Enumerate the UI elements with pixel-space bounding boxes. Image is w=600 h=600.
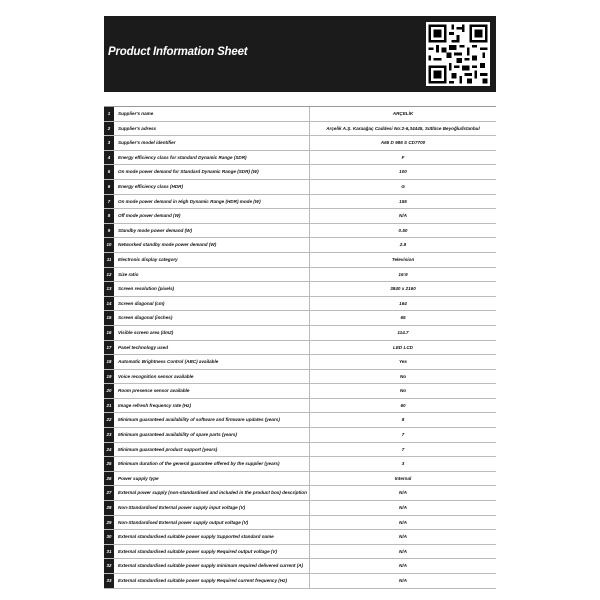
row-value: 7	[401, 446, 405, 452]
table-row	[104, 341, 496, 356]
row-value: 155	[399, 198, 407, 204]
row-number: 29	[104, 516, 114, 530]
row-label: Energy efficiency class (HDR)	[114, 180, 310, 194]
row-value: N/A	[399, 519, 407, 525]
row-number: 25	[104, 457, 114, 471]
table-row	[104, 428, 496, 443]
row-number: 11	[104, 253, 114, 267]
table-row	[104, 559, 496, 574]
row-value: No	[399, 388, 407, 394]
table-row	[104, 238, 496, 253]
table-row	[104, 195, 496, 210]
row-value: 16:9	[398, 271, 408, 277]
row-label: Minimum guaranteed product support (years)	[114, 443, 310, 457]
row-label: External power supply (non-standardised and included in the product box) description	[114, 486, 310, 500]
table-row	[104, 530, 496, 545]
row-label: Non-Standardised External power supply output voltage (V)	[114, 516, 310, 530]
row-label: Image refresh frequency rate (Hz)	[114, 399, 310, 413]
table-row	[104, 516, 496, 531]
row-number: 20	[104, 384, 114, 398]
row-number: 28	[104, 501, 114, 515]
row-number: 33	[104, 574, 114, 588]
row-number: 16	[104, 326, 114, 340]
row-label: External standardised suitable power supply Required output voltage (V)	[114, 545, 310, 559]
row-value: 114.7	[397, 329, 409, 335]
row-number: 4	[104, 151, 114, 165]
table-row	[104, 545, 496, 560]
table-row	[104, 136, 496, 151]
table-row	[104, 209, 496, 224]
table-row	[104, 486, 496, 501]
row-value: 8	[401, 417, 405, 423]
table-row	[104, 165, 496, 180]
row-value: N/A	[399, 534, 407, 540]
row-value: N/A	[399, 578, 407, 583]
row-number: 7	[104, 195, 114, 209]
row-label: Energy efficiency class for standard Dynamic Range (SDR)	[114, 151, 310, 165]
row-value: 3840 x 2160	[390, 286, 416, 292]
row-label: Visible screen area (dm2)	[114, 326, 310, 340]
row-value: Arçelik A.Ş. Karaağaç Caddesi No:2-6,34445, Sütlüce Beyoğlu/İstanbul	[326, 125, 480, 131]
row-number: 10	[104, 238, 114, 252]
table-row	[104, 472, 496, 487]
row-label: Standby mode power demand (W)	[114, 224, 310, 238]
row-label: Screen diagonal (inches)	[114, 311, 310, 325]
row-value: 60	[400, 402, 406, 408]
row-value: G	[401, 183, 405, 189]
row-value: 3	[401, 461, 405, 467]
row-label: Voice recognition sensor available	[114, 370, 310, 384]
row-label: Screen resolution (pixels)	[114, 282, 310, 296]
row-number: 5	[104, 165, 114, 179]
row-value: Internal	[394, 475, 412, 481]
row-value: LED LCD	[393, 344, 413, 350]
row-value: ARÇELİK	[392, 111, 414, 116]
table-row	[104, 370, 496, 385]
row-value: N/A	[399, 505, 407, 511]
row-value: 100	[399, 169, 407, 175]
sheet-header	[104, 16, 496, 92]
row-label: Minimum guaranteed availability of software and firmware updates (years)	[114, 413, 310, 427]
row-label: Panel technology used	[114, 341, 310, 355]
table-row	[104, 399, 496, 414]
row-label: Off mode power demand (W)	[114, 209, 310, 223]
table-row	[104, 253, 496, 268]
row-value: 65	[400, 315, 406, 321]
row-number: 30	[104, 530, 114, 544]
row-value: N/A	[399, 213, 407, 219]
row-value: Television	[391, 256, 415, 262]
table-row	[104, 268, 496, 283]
table-row	[104, 443, 496, 458]
row-number: 8	[104, 209, 114, 223]
table-row	[104, 413, 496, 428]
table-row	[104, 224, 496, 239]
row-label: Size ratio	[114, 268, 310, 282]
row-number: 27	[104, 486, 114, 500]
table-row	[104, 355, 496, 370]
table-row	[104, 107, 496, 122]
row-number: 12	[104, 268, 114, 282]
row-value: 164	[399, 300, 407, 306]
row-number: 22	[104, 413, 114, 427]
table-row	[104, 297, 496, 312]
row-label: Networked standby mode power demand (W)	[114, 238, 310, 252]
row-label: Room presence sensor available	[114, 384, 310, 398]
row-number: 23	[104, 428, 114, 442]
row-number: 9	[104, 224, 114, 238]
row-number: 21	[104, 399, 114, 413]
row-number: 24	[104, 443, 114, 457]
product-info-table	[104, 106, 496, 589]
row-number: 17	[104, 341, 114, 355]
row-number: 15	[104, 311, 114, 325]
row-value: 7	[401, 432, 405, 438]
row-label: External standardised suitable power supply Required current frequency (Hz)	[114, 574, 310, 588]
row-number: 14	[104, 297, 114, 311]
row-value: A65 D 986 S CD7700	[380, 140, 426, 146]
table-row	[104, 326, 496, 341]
row-label: External standardised suitable power supply minimum required delivered current (A)	[114, 559, 310, 573]
qr-code-icon[interactable]	[426, 22, 490, 86]
row-value: No	[399, 373, 407, 379]
row-number: 6	[104, 180, 114, 194]
row-label: Supplier's adress	[114, 122, 310, 136]
sheet-title: Product Information Sheet	[108, 46, 248, 58]
row-label: Supplier's name	[114, 107, 310, 121]
row-number: 13	[104, 282, 114, 296]
row-number: 19	[104, 370, 114, 384]
table-row	[104, 384, 496, 399]
row-label: On mode power demand for Standard Dynamic Range (SDR) (W)	[114, 165, 310, 179]
row-number: 2	[104, 122, 114, 136]
row-value: 0.50	[398, 227, 408, 233]
table-row	[104, 501, 496, 516]
product-information-sheet	[104, 16, 496, 584]
table-row	[104, 457, 496, 472]
row-number: 1	[104, 107, 114, 121]
row-number: 31	[104, 545, 114, 559]
row-label: Supplier's model identifier	[114, 136, 310, 150]
row-label: Non-Standardised External power supply input voltage (V)	[114, 501, 310, 515]
table-row	[104, 282, 496, 297]
row-label: Minimum duration of the general guarantee offered by the supplier (years)	[114, 457, 310, 471]
row-label: Automatic Brightness Control (ABC) available	[114, 355, 310, 369]
row-number: 32	[104, 559, 114, 573]
table-row	[104, 311, 496, 326]
row-value: Yes	[398, 359, 407, 365]
row-value: F	[401, 154, 405, 160]
table-row	[104, 122, 496, 137]
row-value: 2.8	[399, 242, 407, 248]
row-number: 26	[104, 472, 114, 486]
row-number: 3	[104, 136, 114, 150]
row-value: N/A	[399, 490, 407, 496]
row-value: N/A	[399, 563, 407, 569]
row-label: External standardised suitable power supply Supported standard name	[114, 530, 310, 544]
row-label: On mode power demand in High Dynamic Range (HDR) mode (W)	[114, 195, 310, 209]
row-label: Power supply type	[114, 472, 310, 486]
table-row	[104, 574, 496, 589]
table-row	[104, 180, 496, 195]
row-number: 18	[104, 355, 114, 369]
row-label: Minimum guaranteed availability of spare parts (years)	[114, 428, 310, 442]
row-value: N/A	[399, 548, 407, 554]
row-label: Electronic display category	[114, 253, 310, 267]
row-label: Screen diagonal (cm)	[114, 297, 310, 311]
table-row	[104, 151, 496, 166]
